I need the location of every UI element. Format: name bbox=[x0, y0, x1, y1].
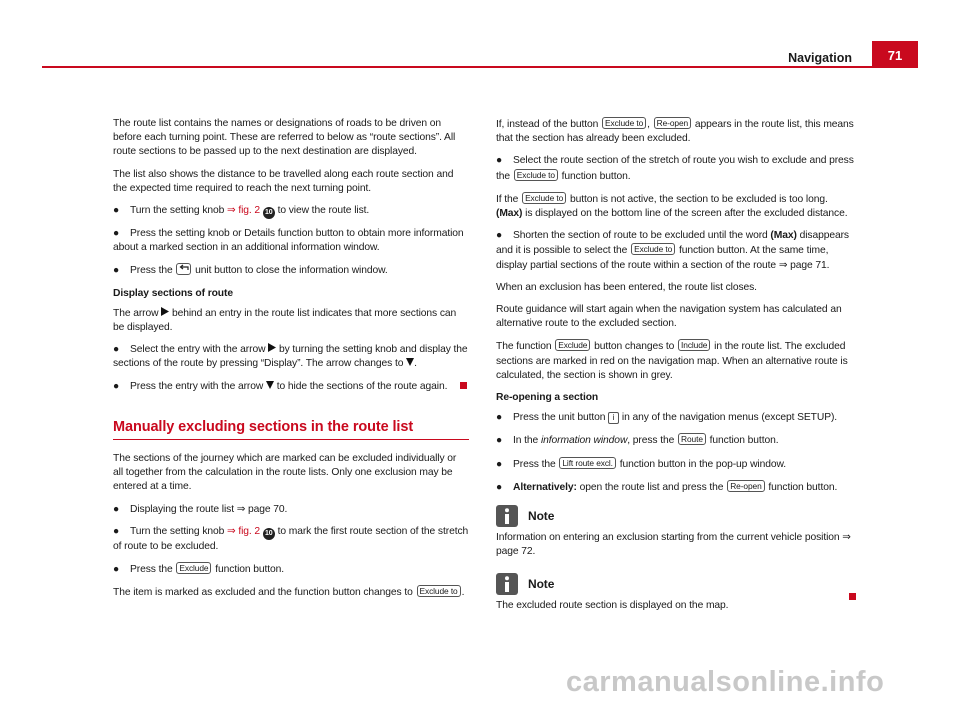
re-open-button-label: Re-open bbox=[654, 117, 691, 129]
header-rule bbox=[42, 66, 918, 68]
note-icon bbox=[496, 573, 518, 595]
note-text: The excluded route section is displayed on the map. bbox=[496, 599, 856, 613]
re-open-button-label: Re-open bbox=[727, 480, 764, 492]
list-item: ● Press the unit button to close the information window. bbox=[113, 265, 388, 277]
exclude-to-button-label: Exclude to bbox=[417, 585, 461, 597]
list-item: ● Turn the setting knob ⇒ fig. 2 10 to mark the first route section of the stretch of route to be excluded. bbox=[113, 525, 469, 552]
arrow-right-icon bbox=[161, 307, 169, 316]
back-button-icon bbox=[176, 263, 191, 275]
list-item: ● Turn the setting knob ⇒ fig. 2 10 to view the route list. bbox=[113, 204, 469, 219]
route-button-label: Route bbox=[678, 433, 706, 445]
paragraph: The arrow behind an entry in the route list indicates that more sections can be displayed. bbox=[113, 307, 457, 334]
note-text: Information on entering an exclusion starting from the current vehicle position ⇒ page 72. bbox=[496, 532, 851, 558]
arrow-right-icon bbox=[268, 343, 276, 352]
exclude-to-button-label: Exclude to bbox=[522, 192, 566, 204]
header-title: Navigation bbox=[788, 51, 852, 65]
exclude-to-button-label: Exclude to bbox=[602, 117, 646, 129]
figure-link[interactable]: ⇒ fig. 2 bbox=[227, 525, 261, 537]
setting-knob-icon: 10 bbox=[263, 207, 275, 219]
watermark: carmanualsonline.info bbox=[566, 666, 885, 698]
list-item: ● In the information window, press the Route function button. bbox=[496, 434, 779, 447]
lift-route-excl-button-label: Lift route excl. bbox=[559, 457, 616, 469]
setting-knob-icon: 10 bbox=[263, 528, 275, 540]
paragraph: If, instead of the button Exclude to , Re-open appears in the route list, this means that the section has already been excluded. bbox=[496, 118, 854, 145]
subsection-heading: Re-opening a section bbox=[496, 392, 599, 404]
list-item: ● Displaying the route list ⇒ page 70. bbox=[113, 503, 288, 515]
info-button-icon: i bbox=[608, 412, 619, 424]
right-column bbox=[496, 117, 856, 622]
list-item: ● Press the unit button i in any of the navigation menus (except SETUP). bbox=[496, 412, 838, 424]
exclude-button-label: Exclude bbox=[555, 339, 590, 351]
exclude-to-button-label: Exclude to bbox=[514, 169, 558, 181]
list-item: ● Select the entry with the arrow by turning the setting knob and display the sections of the route by pressing “Display”. The arrow changes to . bbox=[113, 344, 468, 370]
arrow-down-icon bbox=[406, 358, 414, 366]
list-item: ● Press the Lift route excl. function button in the pop-up window. bbox=[496, 457, 787, 470]
list-item: ● Press the Exclude function button. bbox=[113, 563, 285, 576]
paragraph: The function Exclude button changes to Include in the route list. The excluded sections are marked in red on the navigation map. When an alternative route is calculated, the section is shown in grey. bbox=[496, 340, 848, 381]
note-icon bbox=[496, 505, 518, 527]
list-item: ● Shorten the section of route to be excluded until the word (Max) disappears and it is possible to select the Exclude to function button. At the same time, display partial sections of the route within a section of the route ⇒ page 71. bbox=[496, 230, 849, 271]
arrow-down-icon bbox=[266, 381, 274, 389]
paragraph: The item is marked as excluded and the function button changes to Exclude to . bbox=[113, 586, 465, 599]
subsection-heading: Display sections of route bbox=[113, 287, 233, 299]
left-column bbox=[113, 117, 469, 608]
section-heading: Manually excluding sections in the route list bbox=[113, 420, 469, 440]
paragraph: The sections of the journey which are marked can be excluded individually or all together from the calculation in the route lists. Only one exclusion may be entered at a time. bbox=[113, 453, 457, 493]
list-item: ● Press the entry with the arrow to hide the sections of the route again. bbox=[113, 380, 469, 394]
paragraph: The list also shows the distance to be travelled along each route section and the expected time required to reach the next turning point. bbox=[113, 168, 454, 194]
paragraph: The route list contains the names or designations of roads to be driven on before each turning point. These are referred to below as “route sections”. All route sections to be passed up to the next destination are displayed. bbox=[113, 118, 456, 158]
list-item: ● Press the setting knob or Details function button to obtain more information about a marked section in an additional information window. bbox=[113, 228, 464, 254]
page-number: 71 bbox=[872, 41, 918, 68]
section-end-marker bbox=[460, 382, 467, 389]
include-button-label: Include bbox=[678, 339, 710, 351]
exclude-to-button-label: Exclude to bbox=[631, 243, 675, 255]
note-header: Note bbox=[496, 505, 856, 527]
exclude-button-label: Exclude bbox=[176, 562, 211, 574]
figure-link[interactable]: ⇒ fig. 2 bbox=[227, 205, 261, 217]
paragraph: When an exclusion has been entered, the route list closes. bbox=[496, 281, 757, 293]
list-item: ● Alternatively: open the route list and press the Re-open function button. bbox=[496, 480, 838, 493]
list-item: ● Select the route section of the stretch of route you wish to exclude and press the Exclude to function button. bbox=[496, 155, 854, 182]
section-end-marker bbox=[849, 593, 856, 600]
note-header: Note bbox=[496, 573, 856, 595]
paragraph: If the Exclude to button is not active, the section to be excluded is too long. (Max) is displayed on the bottom line of the screen after the excluded distance. bbox=[496, 192, 848, 220]
paragraph: Route guidance will start again when the navigation system has calculated an alternative route to the excluded section. bbox=[496, 304, 842, 330]
